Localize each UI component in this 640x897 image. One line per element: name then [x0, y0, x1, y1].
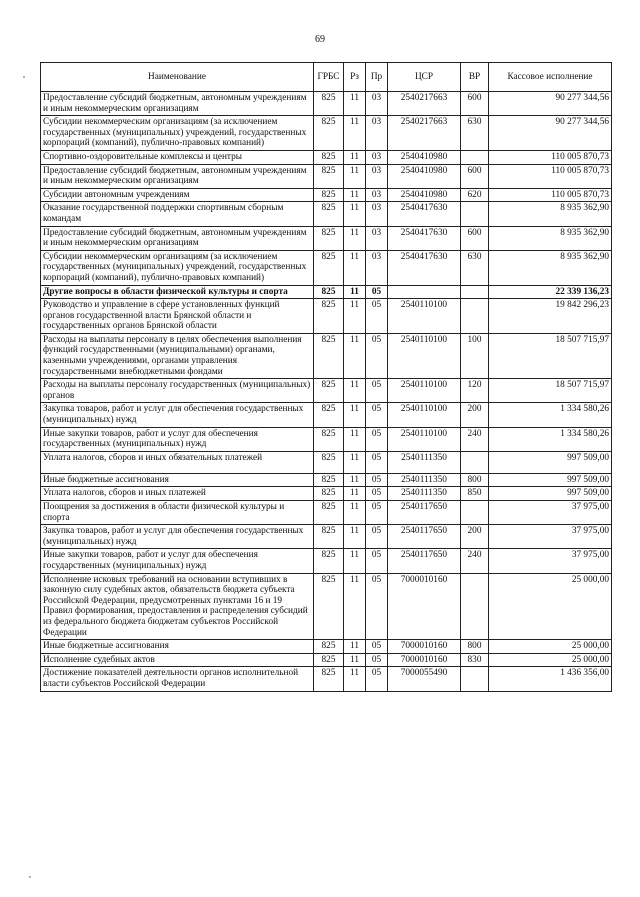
cell-name: Руководство и управление в сфере установленных функций органов государственной власти Брянской области и государственных органов Брянской области [41, 299, 314, 334]
cell-vr: 800 [461, 640, 489, 654]
cell-pr: 05 [366, 487, 388, 501]
cell-csr: 2540410980 [388, 164, 461, 188]
cell-vr [461, 150, 489, 164]
cell-pr: 03 [366, 226, 388, 250]
cell-grbs: 825 [314, 667, 344, 691]
cell-vr: 600 [461, 92, 489, 116]
table-row [41, 427, 612, 451]
cell-grbs: 825 [314, 150, 344, 164]
cell-vr [461, 202, 489, 226]
cell-vr: 630 [461, 250, 489, 285]
cell-csr: 2540417630 [388, 250, 461, 285]
cell-name: Исполнение исковых требований на основании вступивших в законную силу судебных актов, обязательств бюджета субъекта Российской Федерации, предусмотренных пунктами 16 и 19 Правил формирования, предоставления и распределения субсидий из федерального бюджета бюджетам субъектов Российской Федерации [41, 573, 314, 640]
cell-rz: 11 [344, 226, 366, 250]
cell-amount: 997 509,00 [489, 487, 612, 501]
cell-pr: 03 [366, 164, 388, 188]
cell-csr: 2540110100 [388, 299, 461, 334]
cell-vr: 600 [461, 164, 489, 188]
cell-name: Иные закупки товаров, работ и услуг для обеспечения государственных (муниципальных) нужд [41, 549, 314, 573]
cell-grbs: 825 [314, 333, 344, 378]
cell-grbs: 825 [314, 285, 344, 299]
cell-amount: 90 277 344,56 [489, 116, 612, 151]
cell-pr: 05 [366, 379, 388, 403]
cell-csr: 2540217663 [388, 92, 461, 116]
cell-csr: 2540117650 [388, 525, 461, 549]
cell-grbs: 825 [314, 92, 344, 116]
table-row [41, 653, 612, 667]
page-number: 69 [315, 34, 325, 45]
cell-name: Поощрения за достижения в области физической культуры и спорта [41, 501, 314, 525]
cell-rz: 11 [344, 150, 366, 164]
cell-amount: 997 509,00 [489, 451, 612, 473]
cell-name: Субсидии некоммерческим организациям (за исключением государственных (муниципальных) учреждений, государственных корпораций (компаний), публично-правовых компаний) [41, 250, 314, 285]
cell-pr: 05 [366, 403, 388, 427]
cell-name: Достижение показателей деятельности органов исполнительной власти субъектов Российской Федерации [41, 667, 314, 691]
cell-name: Уплата налогов, сборов и иных обязательных платежей [41, 451, 314, 473]
cell-amount: 1 334 580,26 [489, 403, 612, 427]
cell-csr: 7000010160 [388, 573, 461, 640]
table-row [41, 202, 612, 226]
cell-grbs: 825 [314, 299, 344, 334]
cell-vr: 800 [461, 473, 489, 487]
cell-rz: 11 [344, 573, 366, 640]
cell-vr [461, 667, 489, 691]
cell-vr: 200 [461, 403, 489, 427]
cell-grbs: 825 [314, 427, 344, 451]
cell-vr: 630 [461, 116, 489, 151]
cell-name: Субсидии автономным учреждениям [41, 188, 314, 202]
cell-vr [461, 501, 489, 525]
cell-csr: 7000010160 [388, 640, 461, 654]
header-vr: ВР [461, 63, 489, 92]
cell-rz: 11 [344, 116, 366, 151]
cell-csr: 2540110100 [388, 403, 461, 427]
cell-name: Иные бюджетные ассигнования [41, 640, 314, 654]
cell-pr: 05 [366, 299, 388, 334]
cell-csr: 2540410980 [388, 150, 461, 164]
cell-name: Расходы на выплаты персоналу в целях обеспечения выполнения функций государственными (муниципальными) органами, казенными учреждениями, органами управления государственными внебюджетными фондами [41, 333, 314, 378]
cell-pr: 05 [366, 333, 388, 378]
cell-rz: 11 [344, 487, 366, 501]
cell-vr: 240 [461, 427, 489, 451]
table-row [41, 403, 612, 427]
cell-rz: 11 [344, 653, 366, 667]
cell-amount: 8 935 362,90 [489, 250, 612, 285]
cell-grbs: 825 [314, 226, 344, 250]
cell-pr: 05 [366, 549, 388, 573]
cell-csr: 2540410980 [388, 188, 461, 202]
cell-csr: 2540110100 [388, 427, 461, 451]
cell-pr: 05 [366, 667, 388, 691]
cell-csr: 2540111350 [388, 473, 461, 487]
cell-grbs: 825 [314, 451, 344, 473]
cell-pr: 05 [366, 640, 388, 654]
cell-name: Другие вопросы в области физической культуры и спорта [41, 285, 314, 299]
table-row [41, 226, 612, 250]
cell-grbs: 825 [314, 379, 344, 403]
cell-csr: 2540117650 [388, 501, 461, 525]
cell-rz: 11 [344, 473, 366, 487]
cell-rz: 11 [344, 640, 366, 654]
cell-vr: 200 [461, 525, 489, 549]
header-name: Наименование [41, 63, 314, 92]
cell-amount: 8 935 362,90 [489, 226, 612, 250]
cell-amount: 37 975,00 [489, 525, 612, 549]
cell-rz: 11 [344, 501, 366, 525]
cell-rz: 11 [344, 333, 366, 378]
cell-grbs: 825 [314, 188, 344, 202]
header-rz: Рз [344, 63, 366, 92]
cell-rz: 11 [344, 202, 366, 226]
cell-pr: 05 [366, 653, 388, 667]
cell-rz: 11 [344, 525, 366, 549]
cell-name: Расходы на выплаты персоналу государственных (муниципальных) органов [41, 379, 314, 403]
table-body [41, 92, 612, 692]
cell-rz: 11 [344, 427, 366, 451]
table-row [41, 525, 612, 549]
table-row [41, 640, 612, 654]
cell-pr: 05 [366, 525, 388, 549]
cell-pr: 03 [366, 250, 388, 285]
header-csr: ЦСР [388, 63, 461, 92]
cell-amount: 1 436 356,00 [489, 667, 612, 691]
table-row [41, 164, 612, 188]
cell-csr: 7000010160 [388, 653, 461, 667]
cell-grbs: 825 [314, 573, 344, 640]
table-row [41, 487, 612, 501]
scan-speck [23, 76, 25, 78]
table-row [41, 299, 612, 334]
table-header-row [41, 63, 612, 92]
cell-csr: 2540110100 [388, 379, 461, 403]
cell-vr: 600 [461, 226, 489, 250]
cell-csr: 2540217663 [388, 116, 461, 151]
cell-grbs: 825 [314, 116, 344, 151]
cell-vr: 850 [461, 487, 489, 501]
cell-rz: 11 [344, 451, 366, 473]
cell-vr: 240 [461, 549, 489, 573]
table-row [41, 473, 612, 487]
cell-amount: 1 334 580,26 [489, 427, 612, 451]
cell-amount: 18 507 715,97 [489, 379, 612, 403]
cell-amount: 110 005 870,73 [489, 188, 612, 202]
cell-name: Оказание государственной поддержки спортивным сборным командам [41, 202, 314, 226]
table-row [41, 573, 612, 640]
cell-csr: 7000055490 [388, 667, 461, 691]
cell-vr [461, 573, 489, 640]
cell-amount: 37 975,00 [489, 549, 612, 573]
cell-rz: 11 [344, 92, 366, 116]
cell-name: Закупка товаров, работ и услуг для обеспечения государственных (муниципальных) нужд [41, 525, 314, 549]
cell-name: Предоставление субсидий бюджетным, автономным учреждениям и иным некоммерческим организациям [41, 164, 314, 188]
cell-vr [461, 299, 489, 334]
table-row [41, 451, 612, 473]
cell-rz: 11 [344, 379, 366, 403]
cell-name: Предоставление субсидий бюджетным, автономным учреждениям и иным некоммерческим организациям [41, 226, 314, 250]
cell-vr: 100 [461, 333, 489, 378]
cell-grbs: 825 [314, 473, 344, 487]
cell-pr: 03 [366, 116, 388, 151]
cell-pr: 05 [366, 451, 388, 473]
cell-rz: 11 [344, 403, 366, 427]
cell-pr: 05 [366, 427, 388, 451]
cell-name: Исполнение судебных актов [41, 653, 314, 667]
cell-pr: 05 [366, 573, 388, 640]
table-row [41, 667, 612, 691]
cell-grbs: 825 [314, 202, 344, 226]
cell-vr [461, 451, 489, 473]
cell-amount: 8 935 362,90 [489, 202, 612, 226]
cell-vr: 830 [461, 653, 489, 667]
cell-csr: 2540111350 [388, 451, 461, 473]
table-row [41, 285, 612, 299]
cell-rz: 11 [344, 285, 366, 299]
cell-vr: 620 [461, 188, 489, 202]
cell-amount: 25 000,00 [489, 573, 612, 640]
cell-amount: 37 975,00 [489, 501, 612, 525]
table-row [41, 379, 612, 403]
cell-name: Иные закупки товаров, работ и услуг для обеспечения государственных (муниципальных) нужд [41, 427, 314, 451]
cell-rz: 11 [344, 250, 366, 285]
table-row [41, 549, 612, 573]
cell-amount: 90 277 344,56 [489, 92, 612, 116]
cell-pr: 03 [366, 92, 388, 116]
cell-csr: 2540417630 [388, 226, 461, 250]
cell-rz: 11 [344, 549, 366, 573]
cell-name: Субсидии некоммерческим организациям (за исключением государственных (муниципальных) учреждений, государственных корпораций (компаний), публично-правовых компаний) [41, 116, 314, 151]
cell-csr: 2540117650 [388, 549, 461, 573]
cell-csr [388, 285, 461, 299]
cell-pr: 05 [366, 501, 388, 525]
cell-pr: 03 [366, 188, 388, 202]
cell-vr [461, 285, 489, 299]
cell-rz: 11 [344, 299, 366, 334]
cell-grbs: 825 [314, 164, 344, 188]
cell-grbs: 825 [314, 549, 344, 573]
cell-rz: 11 [344, 667, 366, 691]
scan-speck [29, 876, 31, 878]
cell-pr: 05 [366, 473, 388, 487]
header-grbs: ГРБС [314, 63, 344, 92]
cell-vr: 120 [461, 379, 489, 403]
cell-grbs: 825 [314, 250, 344, 285]
table-row [41, 92, 612, 116]
cell-grbs: 825 [314, 640, 344, 654]
cell-name: Предоставление субсидий бюджетным, автономным учреждениям и иным некоммерческим организациям [41, 92, 314, 116]
cell-name: Уплата налогов, сборов и иных платежей [41, 487, 314, 501]
cell-amount: 110 005 870,73 [489, 164, 612, 188]
cell-pr: 03 [366, 150, 388, 164]
cell-rz: 11 [344, 188, 366, 202]
header-amount: Кассовое исполнение [489, 63, 612, 92]
cell-amount: 110 005 870,73 [489, 150, 612, 164]
cell-amount: 997 509,00 [489, 473, 612, 487]
cell-amount: 25 000,00 [489, 640, 612, 654]
cell-pr: 03 [366, 202, 388, 226]
cell-amount: 25 000,00 [489, 653, 612, 667]
cell-grbs: 825 [314, 525, 344, 549]
cell-amount: 19 842 296,23 [489, 299, 612, 334]
table-row [41, 150, 612, 164]
cell-grbs: 825 [314, 653, 344, 667]
cell-name: Иные бюджетные ассигнования [41, 473, 314, 487]
table-row [41, 250, 612, 285]
cell-grbs: 825 [314, 487, 344, 501]
table-row [41, 116, 612, 151]
table-row [41, 188, 612, 202]
cell-grbs: 825 [314, 501, 344, 525]
cell-csr: 2540111350 [388, 487, 461, 501]
header-pr: Пр [366, 63, 388, 92]
cell-csr: 2540417630 [388, 202, 461, 226]
cell-amount: 18 507 715,97 [489, 333, 612, 378]
cell-grbs: 825 [314, 403, 344, 427]
cell-rz: 11 [344, 164, 366, 188]
cell-pr: 05 [366, 285, 388, 299]
budget-execution-table [40, 62, 612, 692]
cell-name: Спортивно-оздоровительные комплексы и центры [41, 150, 314, 164]
cell-name: Закупка товаров, работ и услуг для обеспечения государственных (муниципальных) нужд [41, 403, 314, 427]
table-row [41, 333, 612, 378]
cell-amount: 22 339 136,23 [489, 285, 612, 299]
cell-csr: 2540110100 [388, 333, 461, 378]
table-row [41, 501, 612, 525]
